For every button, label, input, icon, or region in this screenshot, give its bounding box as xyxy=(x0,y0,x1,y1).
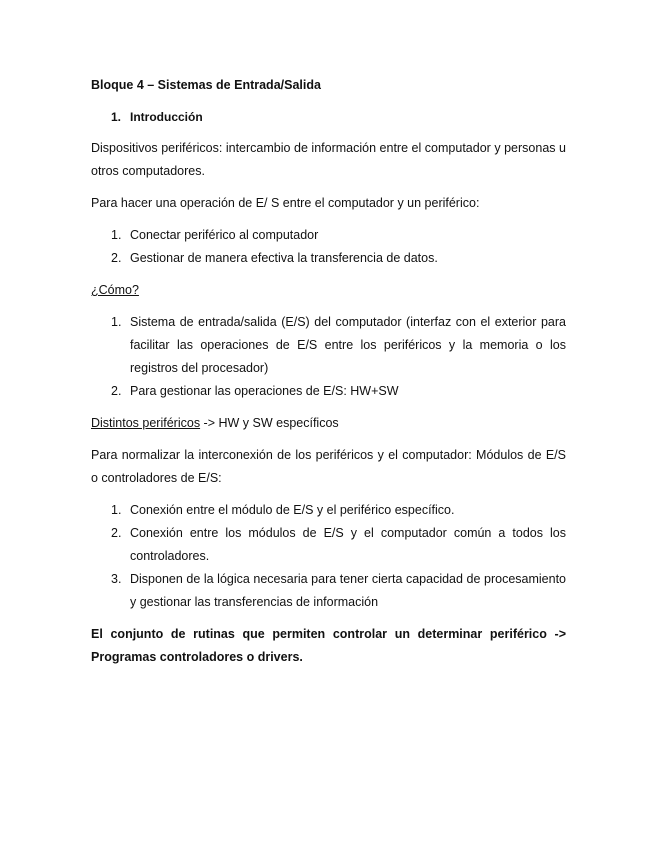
list-item-text: Conexión entre los módulos de E/S y el computador común a todos los controladores. xyxy=(130,526,566,563)
document-title: Bloque 4 – Sistemas de Entrada/Salida xyxy=(91,78,321,92)
como-heading xyxy=(91,279,566,302)
list-item-number: 3. xyxy=(111,572,122,586)
list-item xyxy=(111,568,566,614)
section-label: Introducción xyxy=(130,110,203,124)
list-item-number: 1. xyxy=(111,503,122,517)
list-item xyxy=(111,311,566,380)
list-item xyxy=(111,499,566,522)
list-pasos xyxy=(91,224,566,270)
list-item-text: Conexión entre el módulo de E/S y el periférico específico. xyxy=(130,503,455,517)
paragraph-perifericos: Dispositivos periféricos: intercambio de información entre el computador y personas u otros computadores. xyxy=(91,141,566,178)
list-item-text: Conectar periférico al computador xyxy=(130,228,319,242)
list-item-number: 2. xyxy=(111,526,122,540)
list-item-text: Para gestionar las operaciones de E/S: HW+SW xyxy=(130,384,399,398)
list-item-number: 2. xyxy=(111,384,122,398)
list-como xyxy=(91,311,566,403)
list-item-number: 1. xyxy=(111,315,122,329)
distintos-rest: -> HW y SW específicos xyxy=(200,416,339,430)
como-underlined: ¿Cómo? xyxy=(91,283,139,297)
list-item-number: 2. xyxy=(111,251,122,265)
section-number: 1. xyxy=(111,110,122,124)
list-item xyxy=(111,380,566,403)
list-item xyxy=(111,522,566,568)
document-page xyxy=(91,74,566,669)
list-item-text: Gestionar de manera efectiva la transferencia de datos. xyxy=(130,251,438,265)
paragraph-operacion: Para hacer una operación de E/ S entre el computador y un periférico: xyxy=(91,196,480,210)
paragraph-normalizar: Para normalizar la interconexión de los periféricos y el computador: Módulos de E/S o controladores de E/S: xyxy=(91,448,566,485)
list-item-text: Sistema de entrada/salida (E/S) del computador (interfaz con el exterior para facilitar las operaciones de E/S entre los periféricos y la memoria o los registros del procesador) xyxy=(130,315,566,375)
list-modulos xyxy=(91,499,566,614)
section-heading xyxy=(111,106,566,129)
paragraph-distintos xyxy=(91,412,566,435)
list-item xyxy=(111,224,566,247)
paragraph-final: El conjunto de rutinas que permiten controlar un determinar periférico -> Programas controladores o drivers. xyxy=(91,627,566,664)
list-item xyxy=(111,247,566,270)
list-item-text: Disponen de la lógica necesaria para tener cierta capacidad de procesamiento y gestionar las transferencias de información xyxy=(130,572,566,609)
distintos-underlined: Distintos periféricos xyxy=(91,416,201,430)
list-item-number: 1. xyxy=(111,228,122,242)
